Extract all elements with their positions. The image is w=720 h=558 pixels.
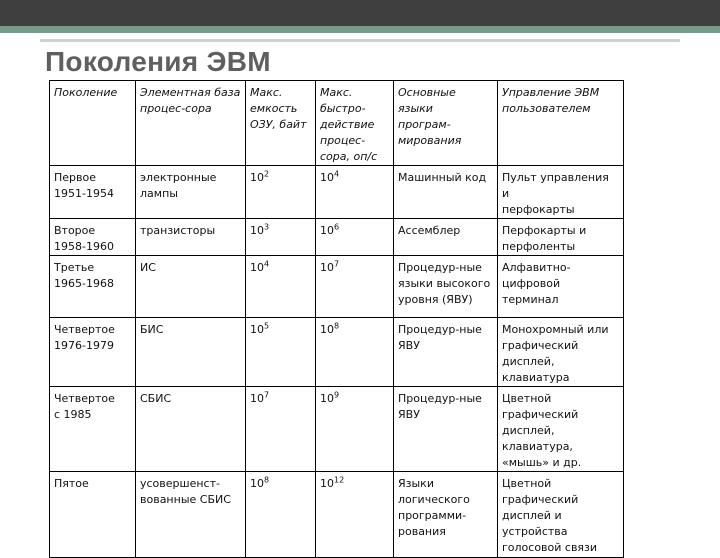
cell-generation: Третье 1965-1968	[54, 261, 114, 290]
header-cell	[246, 81, 316, 166]
table-row	[50, 166, 624, 219]
cell-speed-base: 10	[320, 224, 334, 237]
cell-base: электронные лампы	[140, 171, 217, 200]
cell-generation: Первое 1951-1954	[54, 171, 114, 200]
cell-ram-base: 10	[250, 392, 264, 405]
table-cell	[246, 256, 316, 318]
generations-table	[49, 80, 624, 558]
table-cell	[50, 387, 136, 472]
table-header-row	[50, 81, 624, 166]
cell-base: ИС	[140, 261, 156, 274]
cell-control: Цветной графический дисплей и устройства голосовой связи	[502, 477, 598, 554]
cell-base: СБИС	[140, 392, 172, 405]
table-cell	[498, 219, 624, 256]
cell-control: Алфавитно- цифровой терминал	[502, 261, 571, 306]
table-cell	[498, 166, 624, 219]
cell-speed-base: 10	[320, 477, 334, 490]
cell-base: усовершенст- вованные СБИС	[140, 477, 231, 506]
cell-languages: Ассемблер	[398, 224, 461, 237]
cell-speed-exp: 4	[334, 169, 340, 179]
table-cell	[246, 166, 316, 219]
cell-ram-exp: 3	[264, 222, 270, 232]
header-ram: Макс. емкость ОЗУ, байт	[250, 86, 307, 131]
table-cell	[136, 166, 246, 219]
cell-ram-base: 10	[250, 323, 264, 336]
cell-control: Перфокарты и перфоленты	[502, 224, 587, 253]
table-cell	[50, 219, 136, 256]
cell-speed-base: 10	[320, 392, 334, 405]
cell-ram-base: 10	[250, 224, 264, 237]
table-cell	[316, 318, 394, 387]
header-speed: Макс. быстро- действие процес- сора, оп/с	[320, 86, 378, 163]
cell-ram-exp: 5	[264, 321, 270, 331]
cell-languages: Процедур-ные ЯВУ	[398, 392, 482, 421]
cell-ram-exp: 7	[264, 390, 270, 400]
table-cell	[394, 256, 498, 318]
header-cell	[50, 81, 136, 166]
table-row	[50, 318, 624, 387]
table-cell	[136, 318, 246, 387]
cell-speed-base: 10	[320, 261, 334, 274]
table-cell	[50, 256, 136, 318]
table-cell	[136, 472, 246, 558]
table-cell	[498, 318, 624, 387]
cell-control: Монохромный или графический дисплей, клавиатура	[502, 323, 609, 384]
table-cell	[50, 472, 136, 558]
cell-base: транзисторы	[140, 224, 216, 237]
header-cell	[136, 81, 246, 166]
table-row	[50, 387, 624, 472]
table-cell	[394, 387, 498, 472]
table-row	[50, 472, 624, 558]
cell-generation: Четвертое 1976-1979	[54, 323, 115, 352]
table-cell	[498, 387, 624, 472]
top-band	[0, 0, 720, 26]
table-cell	[50, 318, 136, 387]
cell-ram-base: 10	[250, 171, 264, 184]
header-languages: Основные языки програм- мирования	[398, 86, 462, 147]
table-cell	[136, 387, 246, 472]
cell-languages: Языки логического программи- рования	[398, 477, 470, 538]
cell-speed-exp: 12	[334, 475, 345, 485]
cell-speed-base: 10	[320, 323, 334, 336]
table-cell	[246, 472, 316, 558]
header-generation: Поколение	[54, 86, 118, 99]
table-cell	[316, 387, 394, 472]
table-cell	[394, 166, 498, 219]
page-title: Поколения ЭВМ	[45, 46, 271, 77]
header-base: Элементная база процес-сора	[140, 86, 241, 115]
cell-speed-base: 10	[320, 171, 334, 184]
table-cell	[246, 219, 316, 256]
title-underline	[40, 39, 680, 42]
cell-languages: Машинный код	[398, 171, 487, 184]
table-cell	[394, 219, 498, 256]
table-cell	[394, 472, 498, 558]
cell-generation: Четвертое с 1985	[54, 392, 115, 421]
cell-languages: Процедур-ные языки высокого уровня (ЯВУ)	[398, 261, 491, 306]
table-cell	[316, 472, 394, 558]
table-cell	[316, 219, 394, 256]
accent-band	[0, 26, 720, 33]
header-cell	[498, 81, 624, 166]
table-cell	[50, 166, 136, 219]
cell-generation: Второе 1958-1960	[54, 224, 114, 253]
cell-speed-exp: 7	[334, 259, 340, 269]
table-cell	[136, 219, 246, 256]
table-cell	[316, 256, 394, 318]
table-cell	[498, 256, 624, 318]
table-cell	[246, 387, 316, 472]
table-cell	[316, 166, 394, 219]
cell-generation: Пятое	[54, 477, 89, 490]
cell-base: БИС	[140, 323, 164, 336]
header-control: Управление ЭВМ пользователем	[502, 86, 600, 115]
table-cell	[136, 256, 246, 318]
cell-ram-exp: 4	[264, 259, 270, 269]
cell-speed-exp: 9	[334, 390, 340, 400]
cell-ram-exp: 2	[264, 169, 270, 179]
cell-control: Пульт управления и перфокарты	[502, 171, 609, 216]
table-cell	[394, 318, 498, 387]
cell-speed-exp: 8	[334, 321, 340, 331]
cell-control: Цветной графический дисплей, клавиатура, «мышь» и др.	[502, 392, 582, 469]
table-cell	[498, 472, 624, 558]
cell-speed-exp: 6	[334, 222, 340, 232]
cell-languages: Процедур-ные ЯВУ	[398, 323, 482, 352]
table-cell	[246, 318, 316, 387]
cell-ram-exp: 8	[264, 475, 270, 485]
header-cell	[394, 81, 498, 166]
cell-ram-base: 10	[250, 477, 264, 490]
header-cell	[316, 81, 394, 166]
cell-ram-base: 10	[250, 261, 264, 274]
table-row	[50, 256, 624, 318]
table-row	[50, 219, 624, 256]
